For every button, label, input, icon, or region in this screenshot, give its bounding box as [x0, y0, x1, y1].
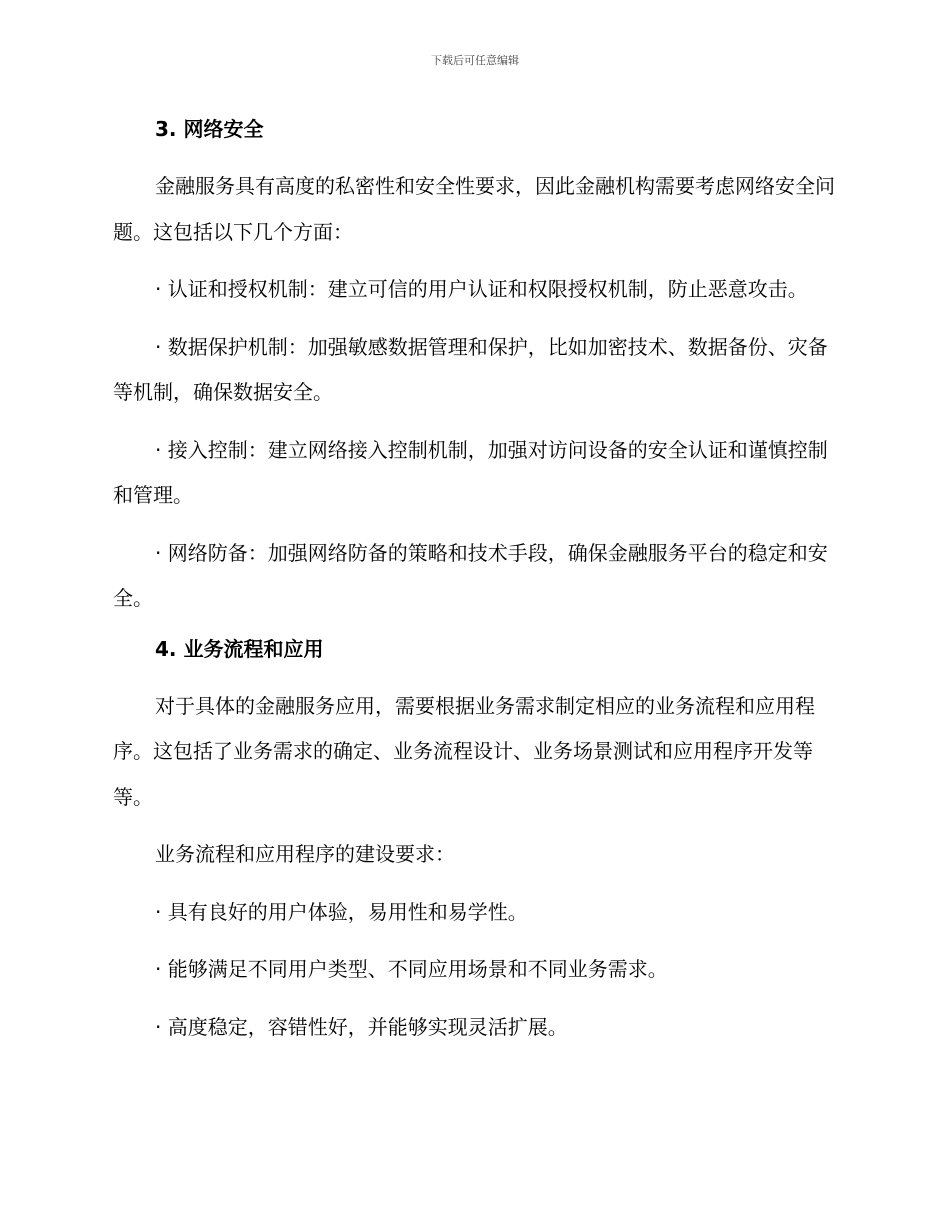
bullet-access-control: · 接入控制：建立网络接入控制机制，加强对访问设备的安全认证和谨慎控制和管理。: [113, 437, 828, 507]
bullet-stability: · 高度稳定，容错性好，并能够实现灵活扩展。: [155, 1014, 568, 1039]
section-heading-business-process: 4. 业务流程和应用: [155, 636, 324, 661]
bullet-data-protection: · 数据保护机制：加强敏感数据管理和保护，比如加密技术、数据备份、灾备等机制，确保数据安全。: [113, 334, 828, 404]
bullet-meet-requirements: · 能够满足不同用户类型、不同应用场景和不同业务需求。: [155, 957, 668, 981]
paragraph-network-security-intro: 金融服务具有高度的私密性和安全性要求，因此金融机构需要考虑网络安全问题。这包括以下几个方面：: [113, 174, 835, 244]
page-header: 下载后可任意编辑: [431, 54, 519, 67]
document-body: [113, 110, 837, 1062]
paragraph-business-process-intro: 对于具体的金融服务应用，需要根据业务需求制定相应的业务流程和应用程序。这包括了业务需求的确定、业务流程设计、业务场景测试和应用程序开发等等。: [113, 693, 815, 809]
bullet-auth-mechanism: · 认证和授权机制：建立可信的用户认证和权限授权机制，防止恶意攻击。: [155, 277, 808, 301]
bullet-network-defense: · 网络防备：加强网络防备的策略和技术手段，确保金融服务平台的稳定和安全。: [113, 540, 828, 610]
section-heading-network-security: 3. 网络安全: [155, 117, 264, 141]
paragraph-requirements-intro: 业务流程和应用程序的建设要求：: [155, 842, 455, 866]
bullet-user-experience: · 具有良好的用户体验，易用性和易学性。: [155, 899, 528, 924]
